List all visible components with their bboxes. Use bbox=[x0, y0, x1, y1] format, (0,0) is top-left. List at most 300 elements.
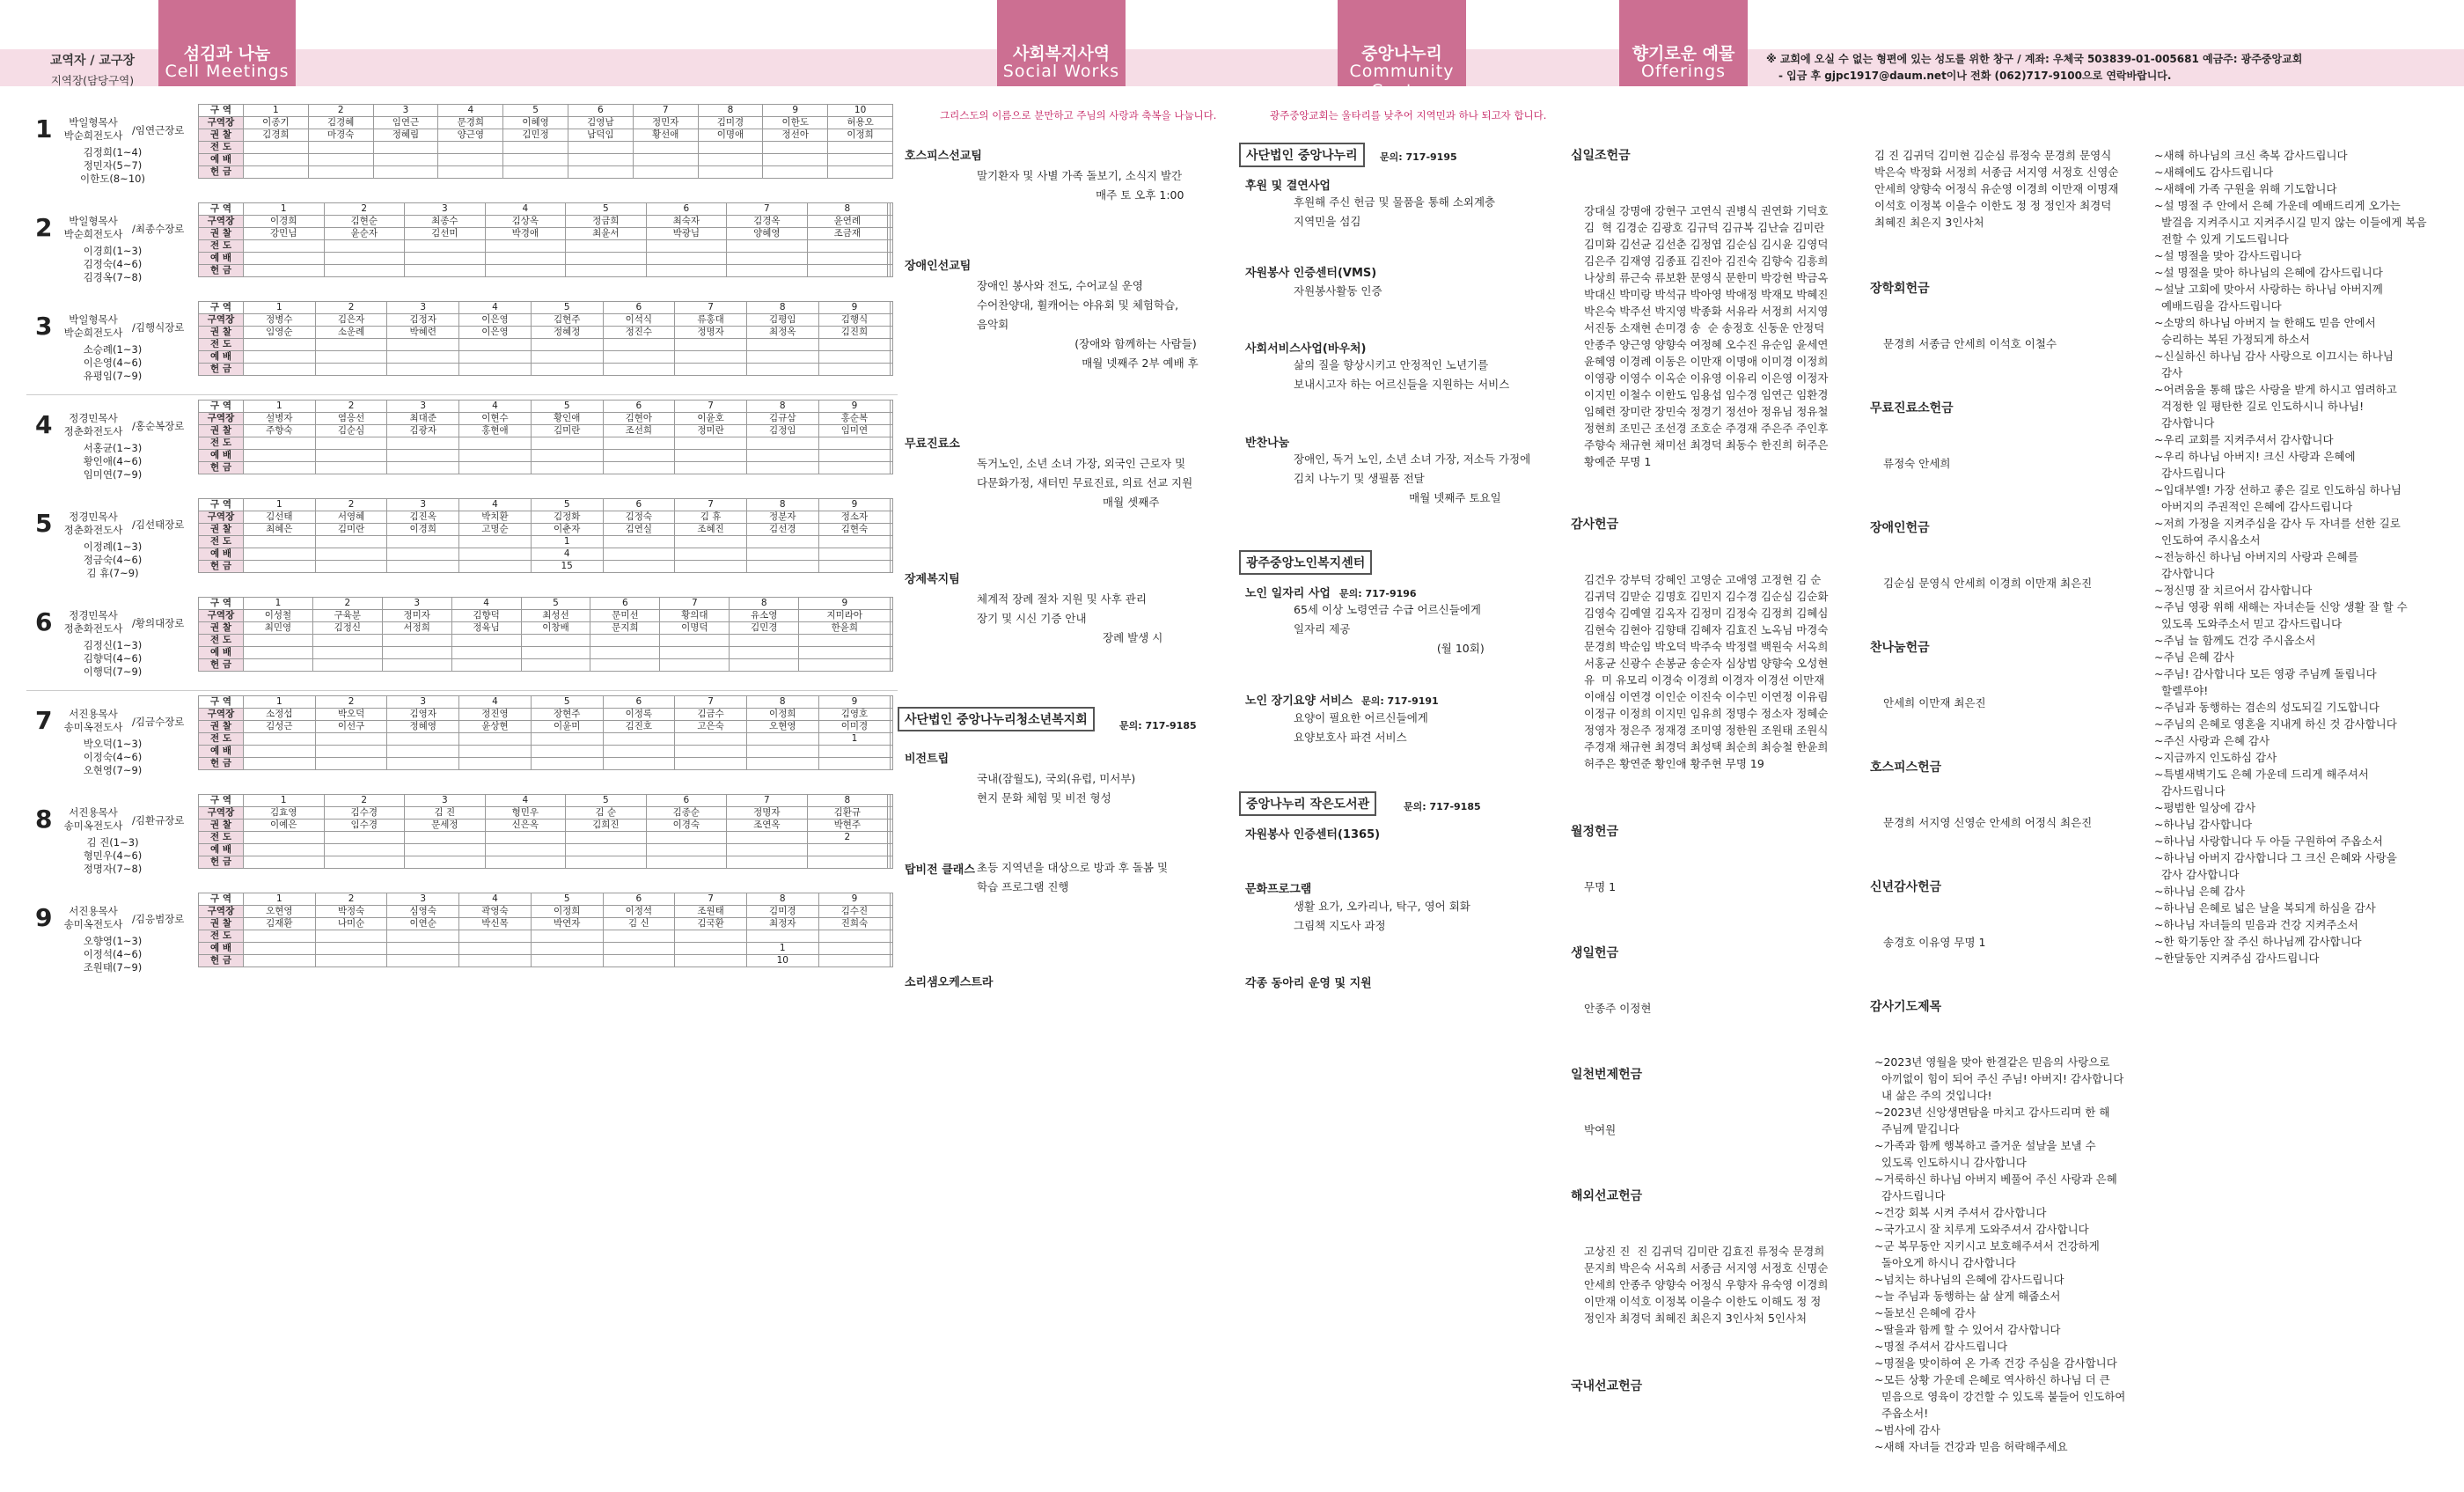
table-cell bbox=[315, 351, 387, 364]
table-cell: 소정섭 bbox=[244, 709, 316, 721]
table-cell: 3 bbox=[373, 105, 438, 117]
social-service-desc: 삶의 질을 향상시키고 안정적인 노년기를 보내시고자 하는 어르신들을 지원하는 서비스 bbox=[1294, 358, 1510, 391]
table-cell bbox=[746, 339, 818, 351]
tab-cell-meetings bbox=[158, 0, 296, 86]
table-cell bbox=[373, 142, 438, 154]
table-cell: 김수경 bbox=[324, 807, 405, 819]
table-cell: 김상옥 bbox=[485, 216, 566, 228]
table-cell bbox=[485, 832, 566, 844]
table-cell bbox=[818, 536, 891, 548]
table-cell: 7 bbox=[675, 302, 747, 314]
cell-block bbox=[9, 695, 889, 794]
table-cell bbox=[315, 364, 387, 376]
table-cell: 1 bbox=[244, 401, 316, 413]
table-row bbox=[199, 105, 893, 117]
table-row bbox=[199, 314, 893, 327]
table-cell bbox=[675, 339, 747, 351]
table-cell: 2 bbox=[315, 401, 387, 413]
cell-block bbox=[9, 794, 889, 893]
table-cell: 7 bbox=[727, 203, 808, 216]
table-cell: 6 bbox=[603, 893, 675, 906]
table-cell: 김수진 bbox=[818, 906, 891, 918]
table-cell: 최민영 bbox=[244, 622, 313, 635]
table-row bbox=[199, 733, 893, 746]
table-cell bbox=[531, 930, 603, 943]
table-cell: 2 bbox=[315, 499, 387, 511]
table-cell bbox=[675, 930, 747, 943]
table-cell: 8 bbox=[730, 598, 799, 610]
table-cell: 김미란 bbox=[315, 524, 387, 536]
table-cell: 강민님 bbox=[244, 228, 325, 240]
table-cell: 6 bbox=[603, 696, 675, 709]
table-row bbox=[199, 844, 893, 856]
table-cell bbox=[675, 561, 747, 573]
table-cell: 정명자 bbox=[727, 807, 808, 819]
table-cell bbox=[459, 758, 532, 770]
table-cell: 1 bbox=[244, 105, 309, 117]
table-cell: 고명순 bbox=[459, 524, 532, 536]
table-cell: 설병자 bbox=[244, 413, 316, 425]
cell-block bbox=[9, 597, 889, 695]
table-cell: 이종기 bbox=[244, 117, 309, 129]
table-row bbox=[199, 240, 893, 253]
table-cell bbox=[891, 327, 893, 339]
table-cell: 김행식 bbox=[818, 314, 891, 327]
table-cell: 김정화 bbox=[531, 511, 603, 524]
table-cell bbox=[387, 930, 459, 943]
table-cell: 김광자 bbox=[387, 425, 459, 437]
table-cell: 6 bbox=[646, 795, 727, 807]
table-cell: 2 bbox=[324, 795, 405, 807]
table-cell bbox=[315, 437, 387, 450]
table-cell: 김평임 bbox=[746, 314, 818, 327]
table-row bbox=[199, 216, 893, 228]
cell-block-pastor: 정경민목사 정춘화전도사 bbox=[63, 412, 123, 437]
table-cell bbox=[312, 635, 382, 647]
table-cell: 1 bbox=[244, 598, 313, 610]
table-cell bbox=[730, 659, 799, 672]
table-cell: 2 bbox=[807, 832, 888, 844]
social-service-label: 사회서비스사업(바우처) bbox=[1245, 342, 1367, 356]
table-cell bbox=[818, 955, 891, 967]
table-cell: 김미경 bbox=[698, 117, 763, 129]
row-label: 전 도 bbox=[199, 930, 244, 943]
table-cell bbox=[387, 548, 459, 561]
table-cell bbox=[405, 265, 486, 277]
table-cell bbox=[746, 733, 818, 746]
vision-trip-label: 비전트립 bbox=[905, 753, 950, 766]
newyear-title: 신년감사헌금 bbox=[1870, 880, 1942, 894]
tithe-names: 강대실 강명애 강현구 고연식 권병식 권연화 기덕호 김 혁 김경순 김광호 김규덕 김규복 김난슬 김미란 김미화 김선균 김선춘 김정엽 김순심 김시윤 김영덕 김은주 김재영 김종표 김진아 김진숙 김향숙 김흥희 나상희 류근숙 류보환 문영식 문한미 박강현 박금옥 박대신 박미랑 박석규 박아영 박애정 박재모 박혜진 박은숙 박주선 박지영 박종화 서유라 서정희 서지영 서진동 소재현 손미경 송 순 송정호 신동운 안정덕 안종주 양근영 양향숙 여정혜 오수진 유순임 윤세연 윤혜영 이경례 이동은 이만재 이명애 이미경 이정희 이영광 이영수 이옥순 이유영 이유리 이은영 이정자 이지민 이철수 이한도 임용섭 임수경 임연근 임환경 임혜련 장미란 장민숙 정경기 정선아 정유님 정유철 정현희 조민근 조선경 조호순 주경재 주은주 주인후 주향숙 채규현 채미선 최경덕 최동수 한진희 허주은 황예준 무명 1 bbox=[1584, 204, 1829, 468]
table-cell bbox=[763, 142, 828, 154]
row-label: 예 배 bbox=[199, 253, 244, 265]
cell-block-leader: /김행식장로 bbox=[132, 321, 185, 334]
table-cell: 허용오 bbox=[828, 117, 893, 129]
cell-block-pastor: 서진용목사 송미옥전도사 bbox=[63, 806, 123, 832]
table-cell bbox=[315, 758, 387, 770]
table-cell bbox=[485, 844, 566, 856]
table-cell bbox=[387, 462, 459, 474]
table-cell bbox=[891, 265, 893, 277]
table-cell: 오현영 bbox=[244, 906, 316, 918]
disabled-offering-title: 장애인헌금 bbox=[1870, 521, 1930, 535]
cell-block bbox=[9, 498, 889, 597]
table-cell: 3 bbox=[387, 499, 459, 511]
offerings-section bbox=[1566, 110, 2455, 1453]
table-cell bbox=[387, 450, 459, 462]
table-cell bbox=[891, 240, 893, 253]
table-cell: 양혜영 bbox=[727, 228, 808, 240]
table-cell bbox=[891, 807, 893, 819]
table-cell bbox=[698, 166, 763, 179]
table-cell: 3 bbox=[387, 893, 459, 906]
table-row bbox=[199, 203, 893, 216]
sharing-offering-title: 찬나눔헌금 bbox=[1870, 641, 1930, 655]
cell-block-leader: /최종수장로 bbox=[132, 223, 185, 235]
cell-schedule-table bbox=[198, 695, 893, 770]
row-label: 구 역 bbox=[199, 696, 244, 709]
table-cell: 김정임 bbox=[746, 425, 818, 437]
table-cell: 이현수 bbox=[459, 413, 532, 425]
sharing-desc: 장애인, 독거 노인, 소년 소녀 가장, 저소득 가정에 김치 나누기 및 생필품 전달 매월 넷째주 토요일 bbox=[1294, 452, 1531, 504]
table-cell bbox=[891, 351, 893, 364]
culture-desc: 생활 요가, 오카리나, 탁구, 영어 회화 그림책 지도사 과정 bbox=[1294, 900, 1470, 932]
table-cell bbox=[244, 154, 309, 166]
table-cell bbox=[633, 154, 698, 166]
table-cell: 8 bbox=[698, 105, 763, 117]
sponsor-desc: 후원해 주신 헌금 및 물품을 통해 소외계층 지역민을 섬김 bbox=[1294, 195, 1496, 228]
table-cell: 마경숙 bbox=[308, 129, 373, 142]
row-label: 구역장 bbox=[199, 610, 244, 622]
table-cell: 1 bbox=[244, 696, 316, 709]
table-cell bbox=[503, 166, 568, 179]
table-cell bbox=[244, 856, 325, 869]
table-cell bbox=[244, 536, 316, 548]
table-row bbox=[199, 930, 893, 943]
table-cell: 윤연례 bbox=[807, 216, 888, 228]
cell-block-members: 김정희(1~4) 정민자(5~7) 이한도(8~10) bbox=[80, 146, 145, 185]
table-cell bbox=[828, 142, 893, 154]
table-cell bbox=[459, 339, 532, 351]
table-row bbox=[199, 401, 893, 413]
table-cell bbox=[746, 758, 818, 770]
table-cell: 정진수 bbox=[603, 327, 675, 339]
table-cell bbox=[746, 462, 818, 474]
table-cell: 1 bbox=[746, 943, 818, 955]
cell-schedule-table bbox=[198, 301, 893, 376]
table-cell: 5 bbox=[531, 499, 603, 511]
thousand-title: 일천번제헌금 bbox=[1571, 1068, 1643, 1082]
table-cell bbox=[438, 154, 503, 166]
table-row bbox=[199, 635, 893, 647]
table-cell: 이윤미 bbox=[531, 721, 603, 733]
table-cell bbox=[891, 844, 893, 856]
table-cell: 이정석 bbox=[603, 906, 675, 918]
row-label: 권 찰 bbox=[199, 918, 244, 930]
table-cell: 진희숙 bbox=[818, 918, 891, 930]
table-cell: 박치환 bbox=[459, 511, 532, 524]
table-row bbox=[199, 339, 893, 351]
row-label: 구역장 bbox=[199, 117, 244, 129]
row-label: 예 배 bbox=[199, 154, 244, 166]
table-cell bbox=[891, 893, 893, 906]
hospice-desc: 말기환자 및 사별 가족 돌보기, 소식지 발간 매주 토 오후 1:00 bbox=[977, 169, 1184, 202]
table-cell: 김미경 bbox=[746, 906, 818, 918]
table-cell: 1 bbox=[244, 499, 316, 511]
table-row bbox=[199, 425, 893, 437]
table-cell bbox=[891, 758, 893, 770]
row-label: 권 찰 bbox=[199, 622, 244, 635]
free-clinic-label: 무료진료소 bbox=[905, 437, 960, 451]
table-cell bbox=[590, 647, 660, 659]
table-cell bbox=[531, 364, 603, 376]
table-cell: 6 bbox=[646, 203, 727, 216]
youth-center-name: 사단법인 중앙나누리청소년복지회 bbox=[905, 713, 1088, 727]
table-cell bbox=[244, 746, 316, 758]
table-cell: 2 bbox=[315, 302, 387, 314]
table-cell: 김선태 bbox=[244, 511, 316, 524]
table-cell: 6 bbox=[603, 302, 675, 314]
cell-block-leader: /김환규장로 bbox=[132, 814, 185, 827]
cell-block-number: 7 bbox=[35, 706, 53, 735]
cell-block-leader: /황의대장로 bbox=[132, 617, 185, 629]
table-row bbox=[199, 709, 893, 721]
table-cell bbox=[531, 437, 603, 450]
table-cell bbox=[891, 253, 893, 265]
table-cell: 15 bbox=[531, 561, 603, 573]
table-cell: 4 bbox=[451, 598, 521, 610]
table-cell: 김금수 bbox=[675, 709, 747, 721]
table-cell bbox=[387, 339, 459, 351]
table-cell: 홍현애 bbox=[459, 425, 532, 437]
table-cell bbox=[485, 265, 566, 277]
hospice-offering-title: 호스피스헌금 bbox=[1870, 761, 1942, 775]
table-cell: 오현영 bbox=[746, 721, 818, 733]
table-row bbox=[199, 253, 893, 265]
table-cell bbox=[891, 610, 893, 622]
table-cell: 6 bbox=[603, 401, 675, 413]
table-cell bbox=[568, 154, 633, 166]
row-label: 권 찰 bbox=[199, 228, 244, 240]
cell-block bbox=[9, 893, 889, 991]
table-cell bbox=[603, 758, 675, 770]
vision-trip-desc: 국내(잠월도), 국외(유럽, 미서부) 현지 문화 체험 및 비전 형성 bbox=[977, 772, 1136, 805]
table-cell bbox=[818, 548, 891, 561]
birthday-names: 안종주 이정현 bbox=[1584, 1002, 1652, 1015]
table-cell: 1 bbox=[818, 733, 891, 746]
table-cell bbox=[675, 943, 747, 955]
table-cell: 이성철 bbox=[244, 610, 313, 622]
table-cell bbox=[603, 561, 675, 573]
table-cell: 심영숙 bbox=[387, 906, 459, 918]
table-cell bbox=[891, 709, 893, 721]
table-cell: 임미연 bbox=[818, 425, 891, 437]
table-cell: 남덕임 bbox=[568, 129, 633, 142]
clinic-title: 무료진료소헌금 bbox=[1870, 401, 1954, 415]
orchestra-label: 소리샘오케스트라 bbox=[905, 976, 994, 989]
table-cell: 박연자 bbox=[531, 918, 603, 930]
longterm-tel: 문의: 717-9191 bbox=[1361, 695, 1439, 707]
table-cell bbox=[382, 659, 451, 672]
tab-cell-meetings-k: 섬김과 나눔 bbox=[183, 44, 271, 63]
youth-center-title bbox=[898, 707, 1095, 731]
table-cell bbox=[485, 856, 566, 869]
table-cell: 김환규 bbox=[807, 807, 888, 819]
table-cell bbox=[891, 401, 893, 413]
cell-block-members: 소승례(1~3) 이은영(4~6) 유평임(7~9) bbox=[83, 343, 143, 382]
table-cell bbox=[675, 351, 747, 364]
elder-job-label bbox=[1245, 584, 1417, 600]
tab-community-center-k: 중앙나누리 bbox=[1361, 44, 1442, 63]
table-cell: 이한도 bbox=[763, 117, 828, 129]
table-cell bbox=[485, 240, 566, 253]
table-cell bbox=[818, 758, 891, 770]
cell-block-pastor: 박일형목사 박순희전도사 bbox=[63, 116, 123, 142]
table-cell: 조혜진 bbox=[675, 524, 747, 536]
table-cell bbox=[603, 746, 675, 758]
table-cell bbox=[405, 856, 486, 869]
table-cell: 이선구 bbox=[315, 721, 387, 733]
table-cell: 구육분 bbox=[312, 610, 382, 622]
table-cell bbox=[315, 746, 387, 758]
table-row bbox=[199, 758, 893, 770]
scholarship-title: 장학회헌금 bbox=[1870, 282, 1930, 296]
table-cell bbox=[727, 856, 808, 869]
table-cell: 9 bbox=[763, 105, 828, 117]
table-cell: 김진희 bbox=[818, 327, 891, 339]
table-cell bbox=[698, 154, 763, 166]
table-cell: 이명애 bbox=[698, 129, 763, 142]
table-cell: 정미자 bbox=[382, 610, 451, 622]
row-label: 구역장 bbox=[199, 511, 244, 524]
table-cell: 김민정 bbox=[503, 129, 568, 142]
table-cell: 9 bbox=[818, 401, 891, 413]
cell-block bbox=[9, 202, 889, 301]
row-label: 구 역 bbox=[199, 302, 244, 314]
table-cell bbox=[603, 437, 675, 450]
table-cell: 김정자 bbox=[387, 314, 459, 327]
table-cell bbox=[891, 561, 893, 573]
table-cell bbox=[244, 339, 316, 351]
cell-block bbox=[9, 104, 889, 202]
table-row bbox=[199, 302, 893, 314]
group-separator bbox=[26, 394, 898, 395]
prayer-list-continued: ~새해 하나님의 크신 축복 감사드립니다 ~새해에도 감사드립니다 ~새해에 가족 구원을 위해 기도합니다 ~설 명절 주 안에서 은혜 가운데 예배드리게 오가는 발걸음 지켜주시고 지켜주시길 믿지 않는 이들에게 복음 전할 수 있게 기도드립니다 ~설 명절을 맞아 감사드립니다 ~설 명절을 맞아 하나님의 은혜에 감사드립니다 ~설날 고회에 맞아서 사랑하는 하나님 아버지께 예배드림을 감사드립니다 ~소망의 하나님 아버지 늘 한해도 믿음 안에서 승리하는 복된 가정되게 하소서 ~신실하신 하나님 감사 사랑으로 이끄시는 하나님 감사 ~어려움을 통해 많은 사랑을 받게 하시고 염려하고 걱정한 일 평탄한 길로 인도하시니 하나님! 감사합니다 ~우리 교회를 지켜주셔서 감사합니다 ~우리 하나님 아버지! 크신 사랑과 은혜에 감사드립니다 ~입대부엘! 가장 선하고 좋은 길로 인도하심 하나님 아버지의 주권적인 은혜에 감사드립니다 ~저희 가정을 지켜주심을 감사 두 자녀를 선한 길로 인도하여 주시옵소서 ~전능하신 하나님 아버지의 사랑과 은혜를 감사합니다 ~정신명 잘 치르어서 감사합니다 ~주님 영광 위해 새해는 자녀손들 신앙 생활 잘 할 수 있도록 도와주소서 믿고 감사드립니다 ~주님 늘 함께도 건강 주시옵소서 ~주님 은혜 감사 ~주님! 감사합니다 모든 영광 주님께 돌립니다 할렐루야! ~주님과 동행하는 겸손의 성도되길 기도합니다 ~주님의 은혜로 영혼을 지내게 하신 것 감사합니다 ~주신 사랑과 은혜 감사 ~지금까지 인도하심 감사 ~특별새벽기도 은혜 가운데 드리게 해주셔서 감사드립니다 ~평범한 일상에 감사 ~하나님 감사합니다 ~하나님 사랑합니다 두 아들 구원하여 주옵소서 ~하나님 아버지 감사합니다 그 크신 은혜와 사랑을 감사 감사합니다 ~하나님 은혜 감사 ~하나님 은혜로 넓은 날을 복되게 하심을 감사 ~하나님 자녀들의 믿음과 건강 지켜주소서 ~한 학기동안 잘 주신 하나님께 감사합니다 ~한달동안 지켜주심 감사드립니다 bbox=[2154, 149, 2427, 965]
table-cell: 황의대 bbox=[660, 610, 730, 622]
table-cell: 정소자 bbox=[818, 511, 891, 524]
table-cell bbox=[387, 733, 459, 746]
row-label: 전 도 bbox=[199, 635, 244, 647]
row-label: 헌 금 bbox=[199, 265, 244, 277]
table-row bbox=[199, 795, 893, 807]
table-cell: 1 bbox=[531, 536, 603, 548]
table-cell: 김현아 bbox=[603, 413, 675, 425]
table-row bbox=[199, 807, 893, 819]
table-cell bbox=[405, 844, 486, 856]
table-row bbox=[199, 696, 893, 709]
table-row bbox=[199, 561, 893, 573]
table-cell bbox=[818, 943, 891, 955]
row-label: 예 배 bbox=[199, 943, 244, 955]
cell-block-number: 3 bbox=[35, 312, 53, 341]
table-cell: 임수경 bbox=[324, 819, 405, 832]
table-cell bbox=[603, 450, 675, 462]
table-cell: 김현숙 bbox=[818, 524, 891, 536]
table-cell bbox=[590, 659, 660, 672]
table-cell: 7 bbox=[675, 893, 747, 906]
table-cell bbox=[438, 166, 503, 179]
table-cell: 김선미 bbox=[405, 228, 486, 240]
table-cell: 김향덕 bbox=[451, 610, 521, 622]
table-cell bbox=[459, 733, 532, 746]
table-cell: 조선희 bbox=[603, 425, 675, 437]
table-cell bbox=[603, 536, 675, 548]
table-cell bbox=[244, 635, 313, 647]
table-cell: 9 bbox=[818, 696, 891, 709]
row-label: 헌 금 bbox=[199, 856, 244, 869]
table-cell bbox=[373, 154, 438, 166]
table-cell: 문미선 bbox=[590, 610, 660, 622]
table-cell bbox=[503, 142, 568, 154]
table-cell bbox=[531, 339, 603, 351]
table-cell: 4 bbox=[459, 499, 532, 511]
table-cell bbox=[807, 265, 888, 277]
cell-schedule-table bbox=[198, 104, 893, 179]
table-cell: 임영순 bbox=[244, 327, 316, 339]
table-cell: 최정옥 bbox=[746, 327, 818, 339]
table-cell: 3 bbox=[405, 203, 486, 216]
table-cell: 9 bbox=[818, 499, 891, 511]
library-volunteer-label: 자원봉사 인증센터(1365) bbox=[1245, 828, 1381, 842]
table-cell bbox=[698, 142, 763, 154]
header-left bbox=[35, 51, 150, 88]
table-cell bbox=[459, 955, 532, 967]
table-cell bbox=[646, 856, 727, 869]
table-cell bbox=[459, 351, 532, 364]
table-cell: 최종수 bbox=[405, 216, 486, 228]
cell-block-pastor: 정경민목사 정춘화전도사 bbox=[63, 511, 123, 536]
table-cell bbox=[244, 253, 325, 265]
table-row bbox=[199, 154, 893, 166]
table-cell bbox=[891, 733, 893, 746]
domestic-title: 국내선교헌금 bbox=[1571, 1379, 1643, 1393]
table-cell bbox=[244, 659, 313, 672]
table-cell: 박혜련 bbox=[387, 327, 459, 339]
header-left-sub: 지역장(담당구역) bbox=[50, 74, 135, 87]
table-cell bbox=[603, 930, 675, 943]
table-row bbox=[199, 610, 893, 622]
table-cell: 김정숙 bbox=[603, 511, 675, 524]
table-row bbox=[199, 413, 893, 425]
table-row bbox=[199, 437, 893, 450]
table-cell: 이정희 bbox=[828, 129, 893, 142]
table-cell: 신은옥 bbox=[485, 819, 566, 832]
table-cell bbox=[459, 462, 532, 474]
table-cell: 7 bbox=[633, 105, 698, 117]
table-cell bbox=[315, 930, 387, 943]
table-cell bbox=[566, 265, 647, 277]
table-cell bbox=[646, 253, 727, 265]
table-row bbox=[199, 548, 893, 561]
table-cell: 3 bbox=[405, 795, 486, 807]
table-cell: 최윤서 bbox=[566, 228, 647, 240]
table-cell bbox=[531, 955, 603, 967]
table-cell bbox=[531, 462, 603, 474]
table-cell bbox=[324, 832, 405, 844]
table-cell bbox=[763, 166, 828, 179]
table-cell: 정분자 bbox=[746, 511, 818, 524]
table-cell: 8 bbox=[746, 696, 818, 709]
